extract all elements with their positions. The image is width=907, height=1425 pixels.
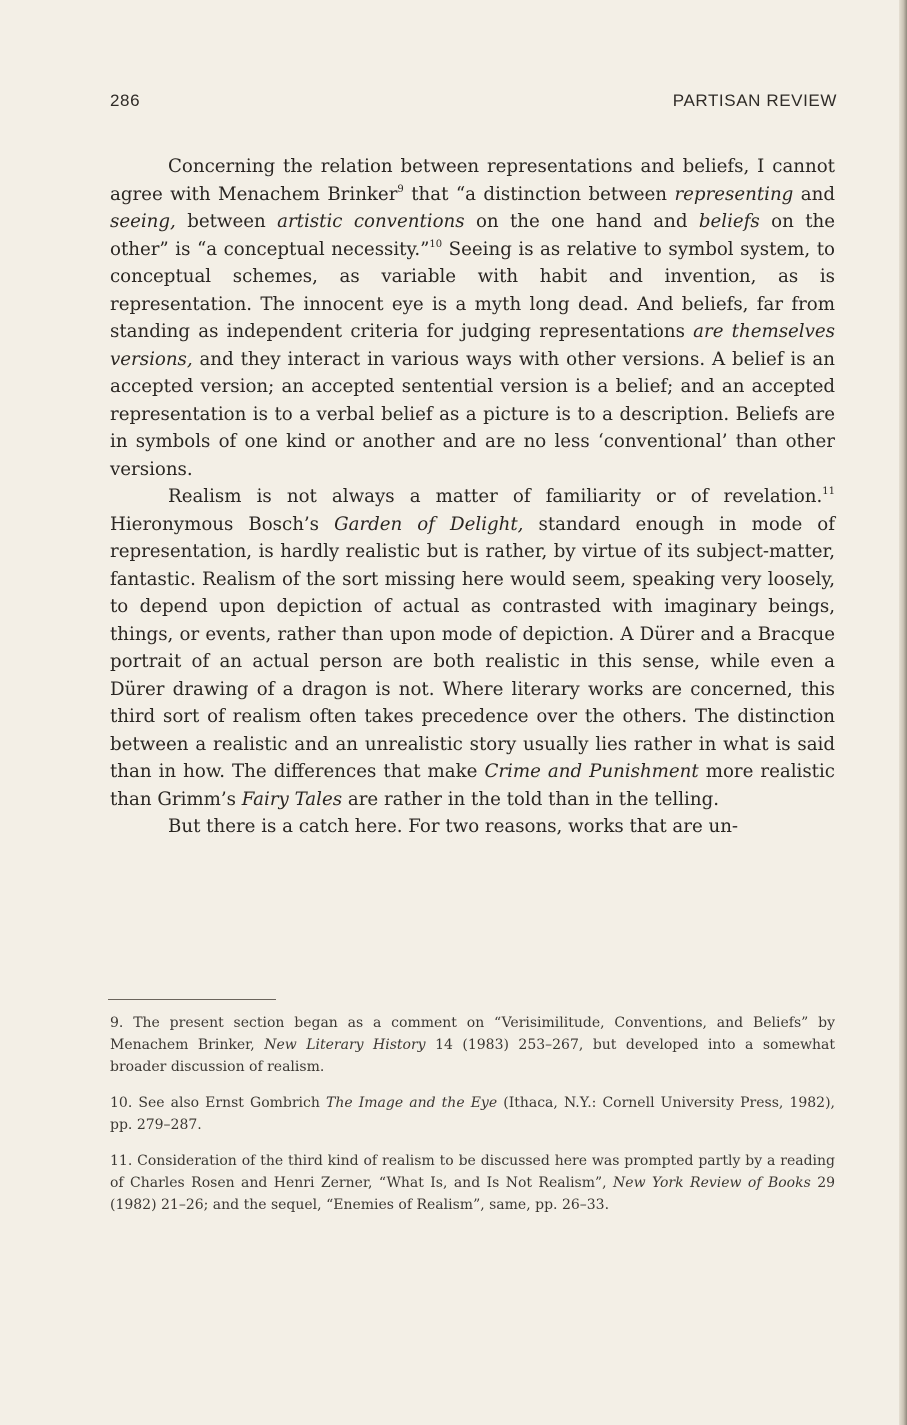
italic-text: New Literary History: [264, 1037, 426, 1053]
italic-text: The Image and the Eye: [326, 1095, 498, 1111]
body-paragraph: [110, 483, 835, 813]
body-paragraph: [110, 153, 835, 483]
text-run: more realistic than Grimm’s: [110, 761, 835, 810]
italic-text: representing: [674, 183, 794, 205]
italic-text: New York Review of Books: [613, 1175, 811, 1191]
text-run: 11. Consideration of the third kind of realism to be discussed here was prompted partly by a reading of Charles Rosen and Henri Zerner, “What Is, and Is Not Realism”,: [110, 1153, 835, 1191]
text-run: But there is a catch here. For two reasons, works that are un-: [168, 816, 739, 837]
footnotes: [110, 1012, 835, 1230]
text-run: 14 (1983) 253–267, but developed into a somewhat broader discussion of realism.: [110, 1037, 835, 1075]
text-run: standard enough in mode of representation, is hardly realistic but is rather, by virtue of its subject-matter, fantastic. Realism of the sort missing here would seem, speaking very loosely, to depend upon depiction of actual as contrasted with imaginary beings, things, or events, rather than upon mode of depiction. A Dürer and a Bracque portrait of an actual person are both realistic in this sense, while even a Dürer drawing of a dragon is not. Where literary works are concerned, this third sort of realism often takes precedence over the others. The distinction between a realistic and an unrealistic story usually lies rather in what is said than in how. The differences that make: [110, 513, 835, 782]
text-run: between: [175, 211, 278, 232]
italic-text: artistic conventions: [277, 211, 465, 232]
italic-text: Fairy Tales: [241, 788, 343, 810]
text-run: 9. The present section began as a comment on “Verisimilitude, Conventions, and Beliefs” by Menachem Brinker,: [110, 1015, 835, 1053]
italic-text: are themselves versions,: [110, 321, 835, 370]
footnote: [110, 1150, 835, 1216]
text-run: and: [793, 183, 835, 205]
text-run: are rather in the told than in the telling.: [342, 788, 720, 810]
text-run: that “a distinction between: [403, 183, 675, 205]
page-edge-shadow: [899, 0, 907, 1425]
text-run: on the one hand and: [464, 211, 699, 232]
text-run: Realism is not always a matter of familiarity or of revelation.: [168, 486, 823, 507]
italic-text: Crime and Punishment: [484, 761, 699, 782]
text-run: 10. See also Ernst Gombrich: [110, 1095, 326, 1111]
footnote-marker: 10: [429, 238, 443, 250]
italic-text: Garden of Delight,: [334, 513, 524, 535]
footnote: [110, 1092, 835, 1136]
italic-text: beliefs: [698, 211, 760, 232]
text-run: Hieronymous Bosch’s: [110, 513, 335, 535]
footnote-marker: 9: [397, 183, 404, 195]
italic-text: seeing,: [110, 211, 176, 232]
text-run: (Ithaca, N.Y.: Cornell University Press, 1982), pp. 279–287.: [110, 1095, 835, 1133]
text-run: Seeing is as relative to symbol system, to conceptual schemes, as variable with habit and invention, as is representation. The innocent eye is a myth long dead. And beliefs, far from standing as independent criteria for judging representations: [110, 238, 835, 342]
footnote-rule: [108, 999, 276, 1000]
footnote-marker: 11: [822, 486, 835, 497]
page-number: 286: [110, 91, 141, 110]
journal-title: PARTISAN REVIEW: [672, 91, 837, 110]
text-run: 29 (1982) 21–26; and the sequel, “Enemies of Realism”, same, pp. 26–33.: [110, 1175, 836, 1213]
text-run: Concerning the relation between representations and beliefs, I cannot agree with Menachem Brinker: [110, 156, 835, 205]
body-paragraph: [110, 813, 835, 841]
footnote: [110, 1012, 835, 1078]
body-text: [110, 153, 835, 841]
running-head: [110, 91, 837, 115]
text-run: and they interact in various ways with other versions. A belief is an accepted version; an accepted sentential version is a belief; and an accepted representation is to a verbal belief as a picture is to a description. Beliefs are in symbols of one kind or another and are no less ‘conventional’ than other versions.: [110, 348, 835, 480]
text-run: on the other” is “a conceptual necessity.”: [110, 211, 835, 260]
